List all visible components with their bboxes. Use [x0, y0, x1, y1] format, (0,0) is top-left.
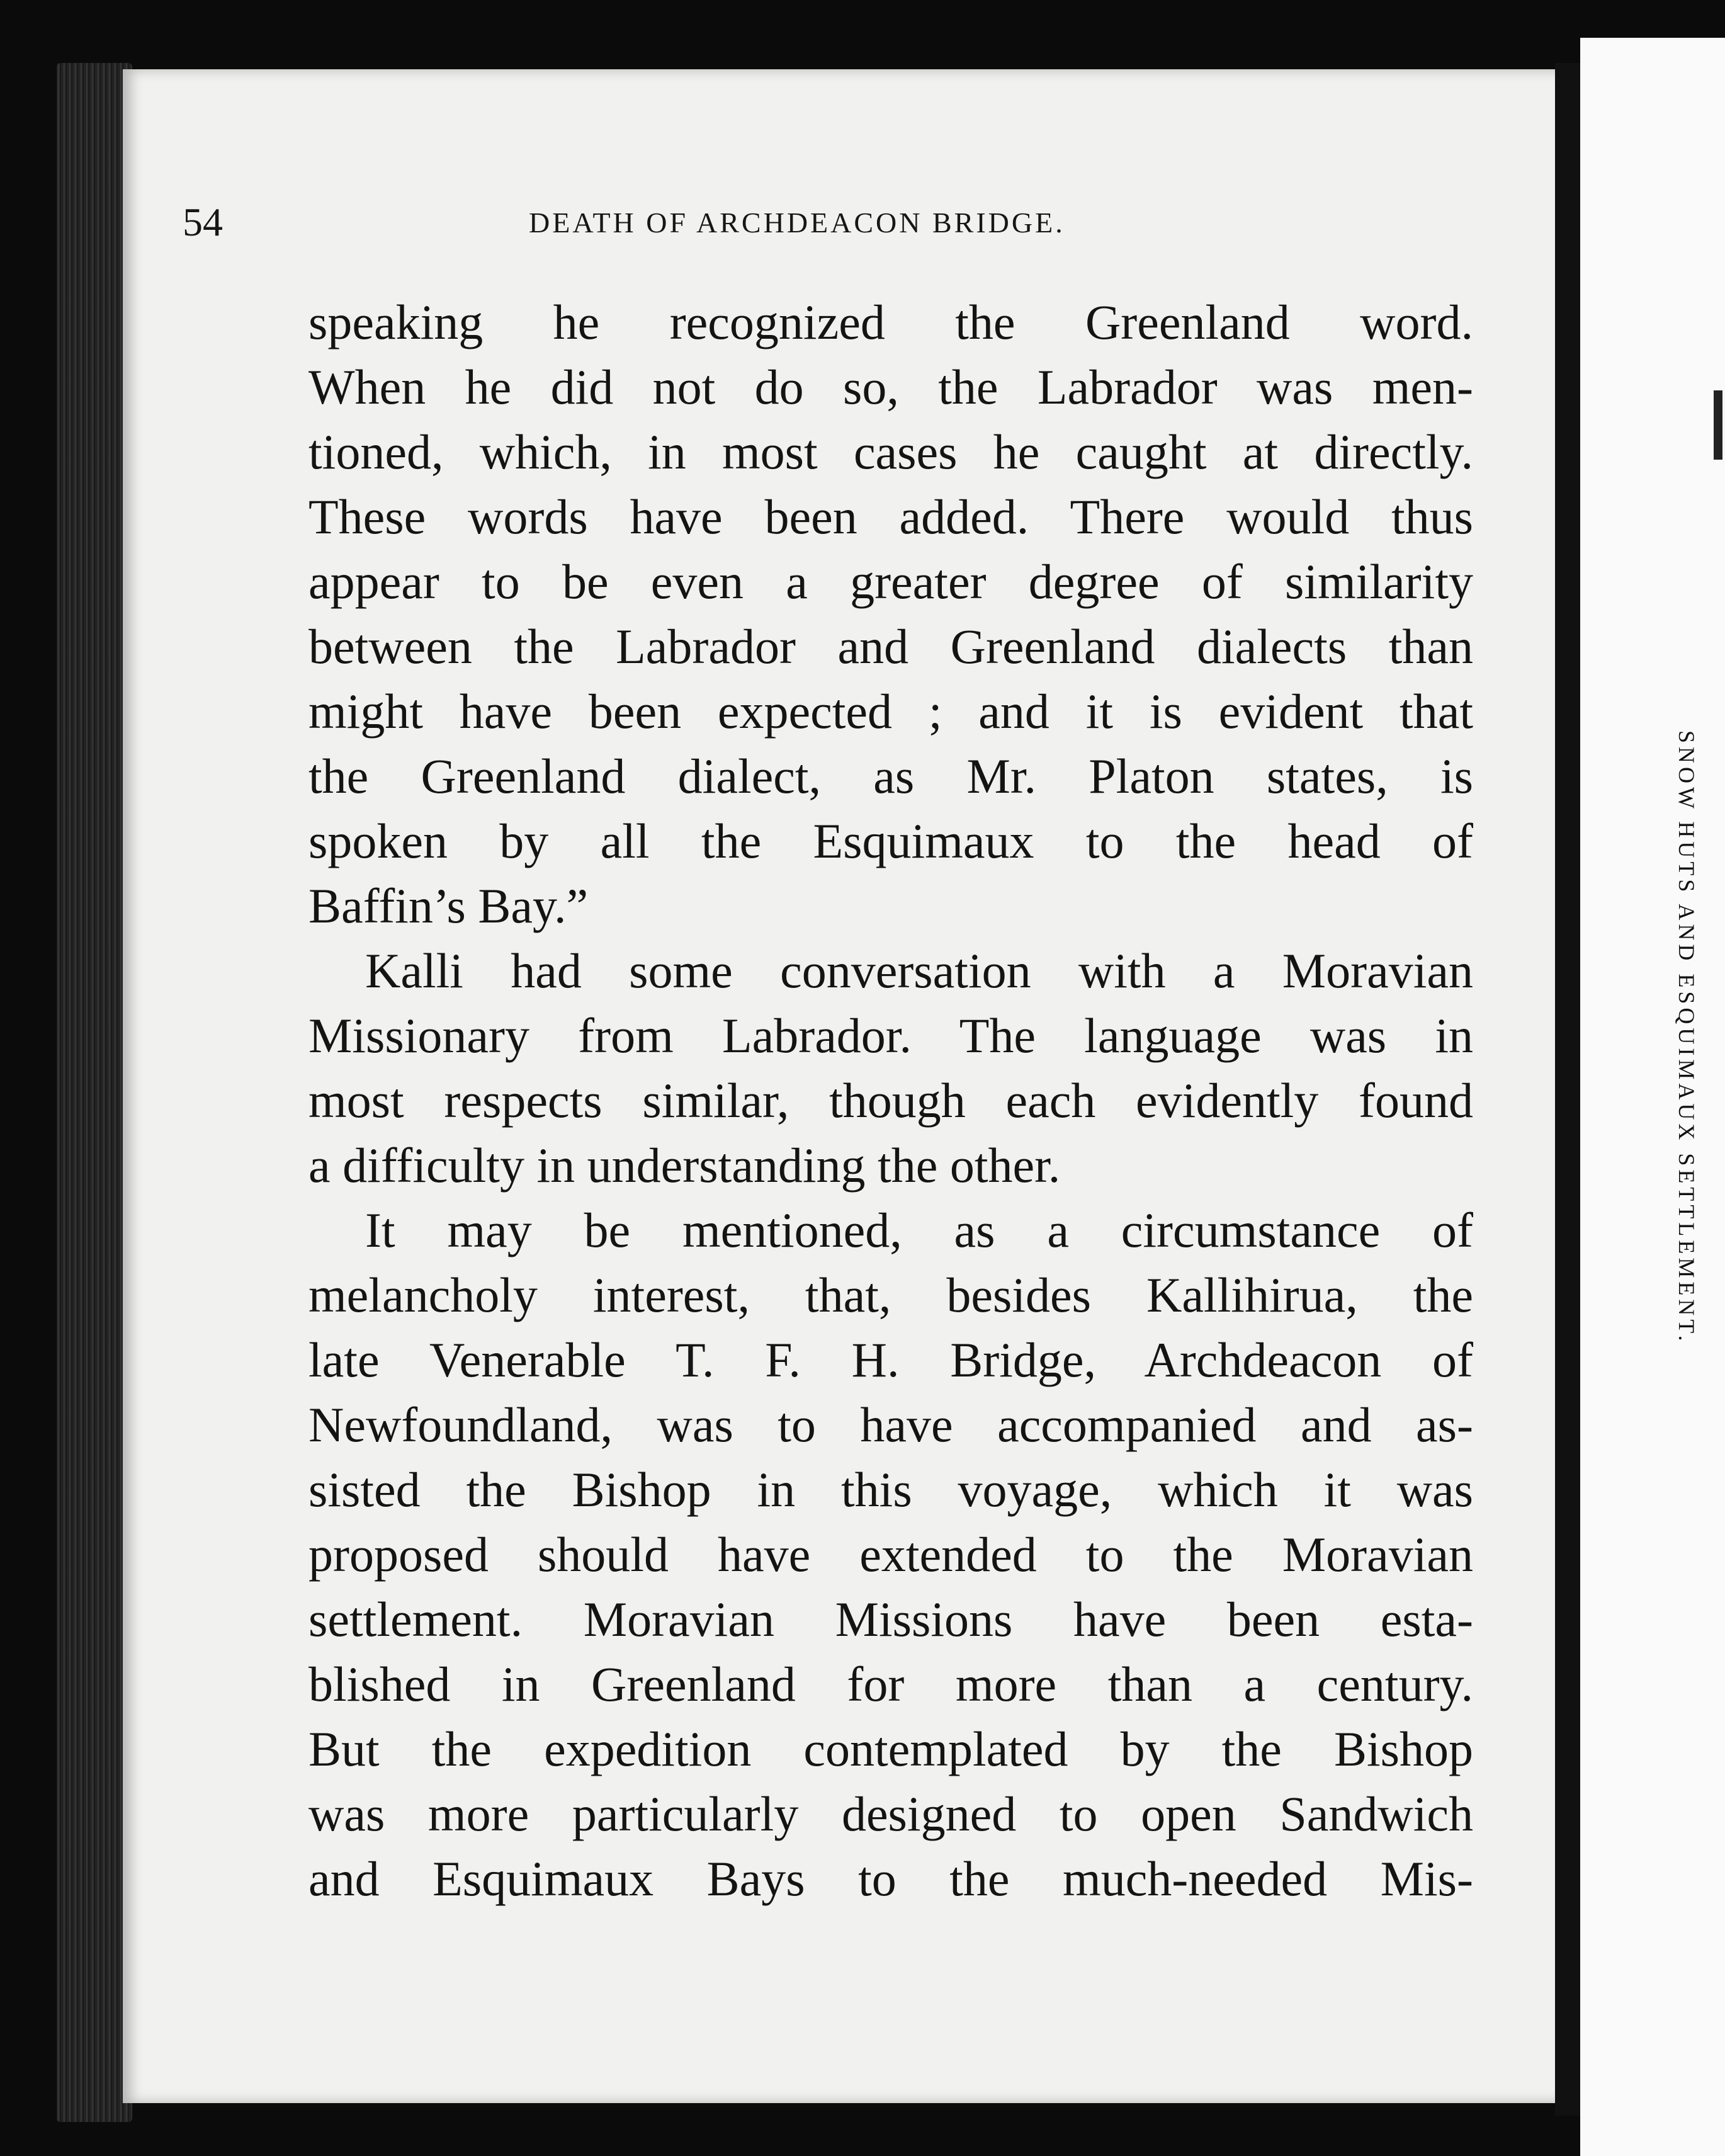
- body-text-line: But the expedition contemplated by the Bishop: [308, 1722, 1473, 1776]
- body-text-line: late Venerable T. F. H. Bridge, Archdeacon of: [308, 1332, 1473, 1387]
- body-text-line: Newfoundland, was to have accompanied and as-: [308, 1397, 1473, 1452]
- body-text-line: was more particularly designed to open Sandwich: [308, 1786, 1473, 1841]
- body-text-line: the Greenland dialect, as Mr. Platon states, is: [308, 749, 1473, 803]
- body-text-line: and Esquimaux Bays to the much-needed Mis-: [308, 1851, 1473, 1906]
- body-text-line: spoken by all the Esquimaux to the head of: [308, 814, 1473, 868]
- body-text-line: proposed should have extended to the Moravian: [308, 1527, 1473, 1582]
- body-text-line: These words have been added. There would thus: [308, 489, 1473, 544]
- body-text-line: appear to be even a greater degree of similarity: [308, 554, 1473, 609]
- running-head: [183, 200, 1265, 244]
- body-text: [308, 290, 1473, 1911]
- body-text-line: melancholy interest, that, besides Kallihirua, the: [308, 1268, 1473, 1322]
- body-text-line: might have been expected ; and it is evident that: [308, 684, 1473, 739]
- body-text-line: most respects similar, though each evidently found: [308, 1073, 1473, 1128]
- body-text-line: tioned, which, in most cases he caught at directly.: [308, 424, 1473, 479]
- body-text-line: between the Labrador and Greenland dialects than: [308, 619, 1473, 674]
- body-text-line: Missionary from Labrador. The language was in: [308, 1008, 1473, 1063]
- body-text-line: It may be mentioned, as a circumstance of: [365, 1203, 1473, 1257]
- page-edge-stack: [57, 63, 132, 2122]
- facing-page-edge-marks: [1714, 390, 1722, 460]
- page-header-title: DEATH OF ARCHDEACON BRIDGE.: [529, 207, 1065, 239]
- body-text-line: When he did not do so, the Labrador was men-: [308, 360, 1473, 414]
- facing-page-strip: [1580, 38, 1725, 2156]
- body-text-line: speaking he recognized the Greenland word.: [308, 295, 1473, 349]
- page-number: 54: [183, 200, 223, 244]
- facing-page-side-heading: SNOW HUTS AND ESQUIMAUX SETTLEMENT.: [1674, 730, 1699, 1345]
- body-text-line: a difficulty in understanding the other.: [308, 1138, 1061, 1193]
- body-text-line: sisted the Bishop in this voyage, which it was: [308, 1462, 1473, 1517]
- body-text-line: settlement. Moravian Missions have been esta-: [308, 1592, 1473, 1647]
- book-gutter: [1555, 63, 1580, 2116]
- body-text-line: blished in Greenland for more than a century.: [308, 1657, 1473, 1711]
- body-text-line: Kalli had some conversation with a Moravian: [365, 943, 1473, 998]
- body-text-line: Baffin’s Bay.”: [308, 878, 589, 933]
